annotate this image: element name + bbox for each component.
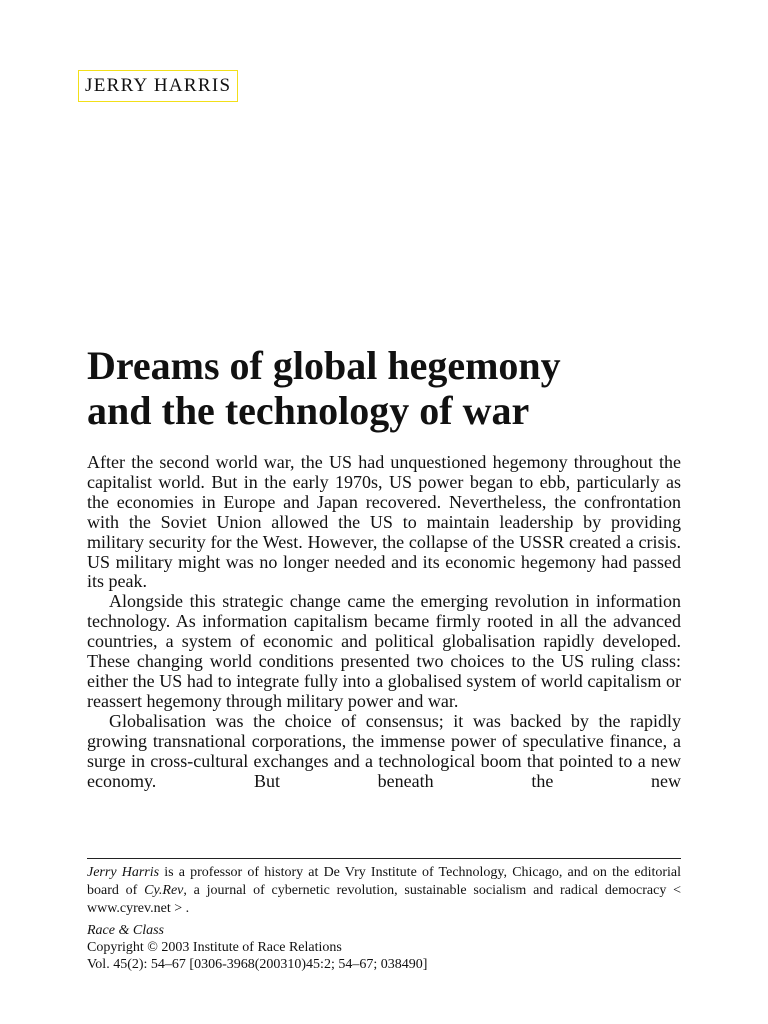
footnote-author-name: Jerry Harris <box>87 865 160 880</box>
footnote-text-2: , a journal of cybernetic revolution, sustainable socialism and radical democracy < www.cyrev.net > . <box>87 883 682 916</box>
copyright-line: Copyright © 2003 Institute of Race Relations <box>87 940 342 955</box>
paragraph-2: Alongside this strategic change came the emerging revolution in information technology. As information capitalism became firmly rooted in all the advanced countries, a system of economic and political globalisation rapidly developed. These changing world conditions presented two choices to the US ruling class: either the US had to integrate fully into a globalised system of world capitalism or reassert hegemony through military power and war. <box>87 591 681 711</box>
paragraph-3: Globalisation was the choice of consensus; it was backed by the rapidly growing transnational corporations, the immense power of speculative finance, a surge in cross-cultural exchanges and a technological boom that pointed to a new economy. But beneath the new <box>87 710 681 791</box>
author-name <box>78 70 238 102</box>
article-body <box>87 453 681 791</box>
footnote-text-1: is a professor of history at De Vry Institute of Technology, Chicago, and on the editorial board of <box>87 865 681 898</box>
footnote-divider <box>87 858 681 859</box>
journal-name: Race & Class <box>87 923 164 938</box>
article-title <box>87 343 707 433</box>
title-line-1: Dreams of global hegemony <box>87 343 561 388</box>
author-name-text: JERRY HARRIS <box>85 75 232 96</box>
title-line-2: and the technology of war <box>87 388 530 433</box>
author-footnote <box>87 864 681 918</box>
publication-info <box>87 922 681 973</box>
volume-line: Vol. 45(2): 54–67 [0306-3968(200310)45:2; 54–67; 038490] <box>87 957 428 972</box>
footnote-journal-name: Cy.Rev <box>144 883 184 898</box>
paragraph-1: After the second world war, the US had unquestioned hegemony throughout the capitalist world. But in the early 1970s, US power began to ebb, particularly as the economies in Europe and Japan recovered. Nevertheless, the confrontation with the Soviet Union allowed the US to maintain leadership by providing military security for the West. However, the collapse of the USSR created a crisis. US military might was no longer needed and its economic hegemony had passed its peak. <box>87 452 681 592</box>
